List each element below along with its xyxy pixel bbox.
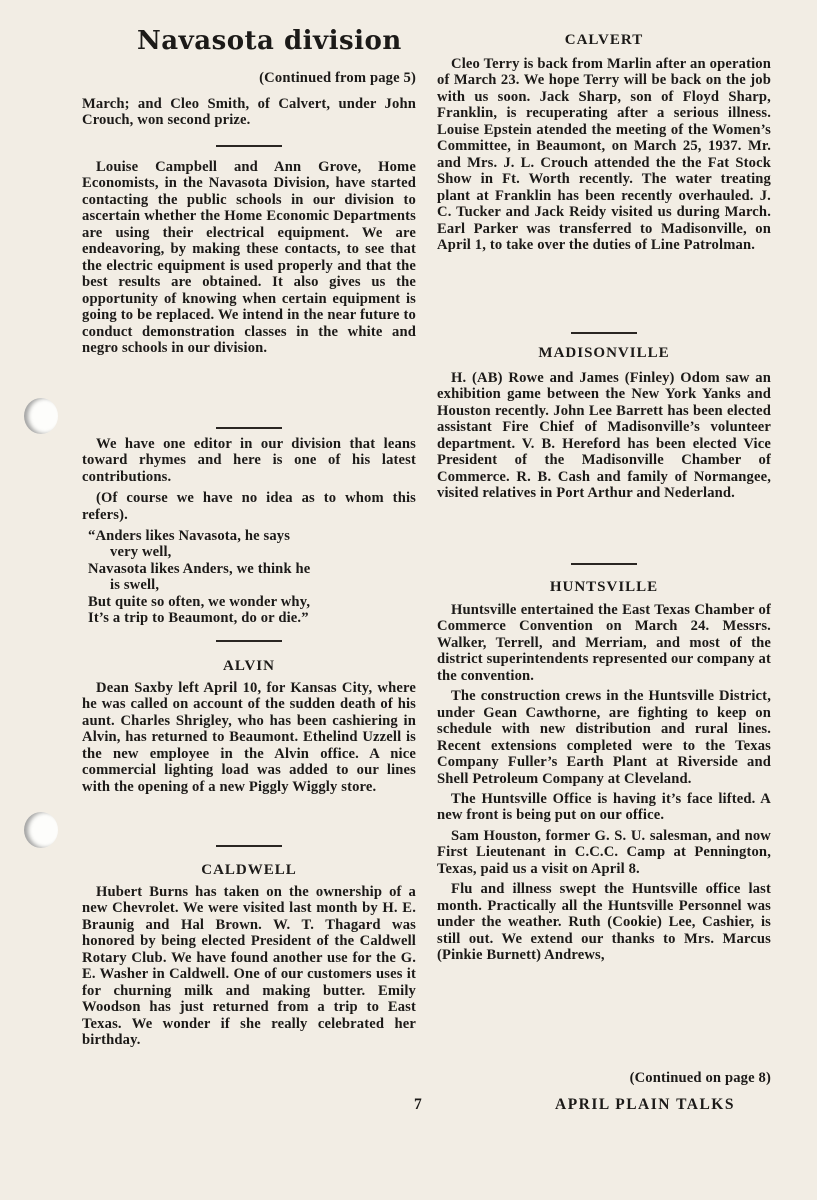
- page-title: Navasota division: [137, 26, 402, 56]
- divider: [216, 640, 282, 642]
- paragraph: Louise Campbell and Ann Grove, Home Economists, in the Navasota Division, have started contacting the public schools in our division to ascertain whether the Home Economic Departments are using their electrical equipment. We are endeavoring, by making these contacts, to see that the electric equipment is used properly and that the best results are obtained. It also gives us the opportunity of knowing when certain equipment is going to be replaced. We intend in the near future to conduct demonstration classes in the white and negro schools in our division.: [82, 159, 416, 356]
- poem-line: It’s a trip to Beaumont, do or die.”: [88, 610, 309, 627]
- paragraph: We have one editor in our division that leans toward rhymes and here is one of his latest contributions.: [82, 436, 416, 485]
- paragraph: Flu and illness swept the Huntsville office last month. Practically all the Huntsville Personnel was under the weather. Ruth (Cookie) Lee, Cashier, is still out. We extend our thanks to Mrs. Marcus (Pinkie Burnett) Andrews,: [437, 881, 771, 964]
- binder-hole-lower: [24, 812, 58, 848]
- section-heading-madisonville: MADISONVILLE: [538, 345, 670, 361]
- paragraph: Hubert Burns has taken on the ownership of a new Chevrolet. We were visited last month by H. E. Braunig and Hal Brown. W. T. Thagard was honored by being elected President of the Caldwell Rotary Club. We have found another use for the G. E. Washer in Caldwell. One of our customers uses it for churning milk and making butter. Emily Woodson has just returned from a trip to East Texas. We wonder if she really celebrated her birthday.: [82, 884, 416, 1049]
- page-number: 7: [414, 1096, 424, 1113]
- paragraph: (Of course we have no idea as to whom this refers).: [82, 490, 416, 523]
- paragraph: Cleo Terry is back from Marlin after an operation of March 23. We hope Terry will be back on the job with us soon. Jack Sharp, son of Floyd Sharp, Franklin, is recuperating after a serious illness. Louise Epstein atended the meeting of the Women’s Committee, in Beaumont, on March 25, 1937. Mr. and Mrs. J. L. Crouch attended the the Fat Stock Show in Ft. Worth recently. The water treating plant at Franklin has been recently overhauled. J. C. Tucker and Jack Reidy visited us during March. Earl Parker was transferred to Madisonville, on April 1, to take over the duties of Line Patrolman.: [437, 56, 771, 253]
- section-heading-caldwell: CALDWELL: [201, 862, 297, 878]
- divider: [216, 145, 282, 147]
- left-column: [82, 0, 416, 1100]
- paragraph: H. (AB) Rowe and James (Finley) Odom saw an exhibition game between the New York Yanks and Houston recently. John Lee Barrett has been elected assistant Fire Chief of Madisonville’s volunteer department. V. B. Hereford has been elected Vice President of the Madisonville Chamber of Commerce. R. B. Cash and family of Normangee, visited relatives in Port Arthur and Nederland.: [437, 370, 771, 502]
- divider: [571, 332, 637, 334]
- paragraph: Dean Saxby left April 10, for Kansas City, where he was called on account of the sudden death of his aunt. Charles Shrigley, who has been cashiering in Alvin, has returned to Beaumont. Ethelind Uzzell is the new employee in the Alvin office. A nice commercial lighting load was added to our lines with the opening of a new Piggly Wiggly store.: [82, 680, 416, 795]
- publication-name: APRIL PLAIN TALKS: [555, 1096, 735, 1113]
- poem-line: But quite so often, we wonder why,: [88, 593, 311, 610]
- continued-on-note: (Continued on page 8): [629, 1070, 771, 1086]
- divider: [216, 427, 282, 429]
- poem-line: very well,: [110, 544, 172, 561]
- paragraph: Sam Houston, former G. S. U. salesman, and now First Lieutenant in C.C.C. Camp at Pennington, Texas, paid us a visit on April 8.: [437, 827, 771, 877]
- paragraph: March; and Cleo Smith, of Calvert, under John Crouch, won second prize.: [82, 96, 416, 129]
- continued-from-note: [82, 70, 416, 86]
- paragraph: The Huntsville Office is having it’s face lifted. A new front is being put on our office.: [437, 790, 771, 824]
- paragraph: The construction crews in the Huntsville District, under Gean Cawthorne, are fighting to keep on schedule with new distribution and rural lines. Recent extensions completed were to the Texas Company Fuller’s Earth Plant at Riverside and Shell Petroleum Company at Cleveland.: [437, 688, 771, 787]
- poem-line: is swell,: [110, 577, 160, 594]
- continued-from-text: (Continued from page 5): [259, 70, 416, 86]
- section-heading-calvert: CALVERT: [564, 32, 644, 48]
- section-heading-alvin: ALVIN: [223, 658, 275, 674]
- right-column: [437, 0, 771, 1100]
- paragraph: Huntsville entertained the East Texas Chamber of Commerce Convention on March 24. Messrs. Walker, Terrell, and Merriam, and most of the district superintendents represented our company at the convention.: [437, 602, 771, 684]
- section-heading-huntsville: HUNTSVILLE: [549, 579, 659, 595]
- poem-line: Navasota likes Anders, we think he: [88, 560, 311, 577]
- poem: [82, 528, 416, 627]
- divider: [571, 563, 637, 565]
- divider: [216, 845, 282, 847]
- binder-hole-upper: [24, 398, 58, 434]
- poem-line: “Anders likes Navasota, he says: [88, 528, 291, 544]
